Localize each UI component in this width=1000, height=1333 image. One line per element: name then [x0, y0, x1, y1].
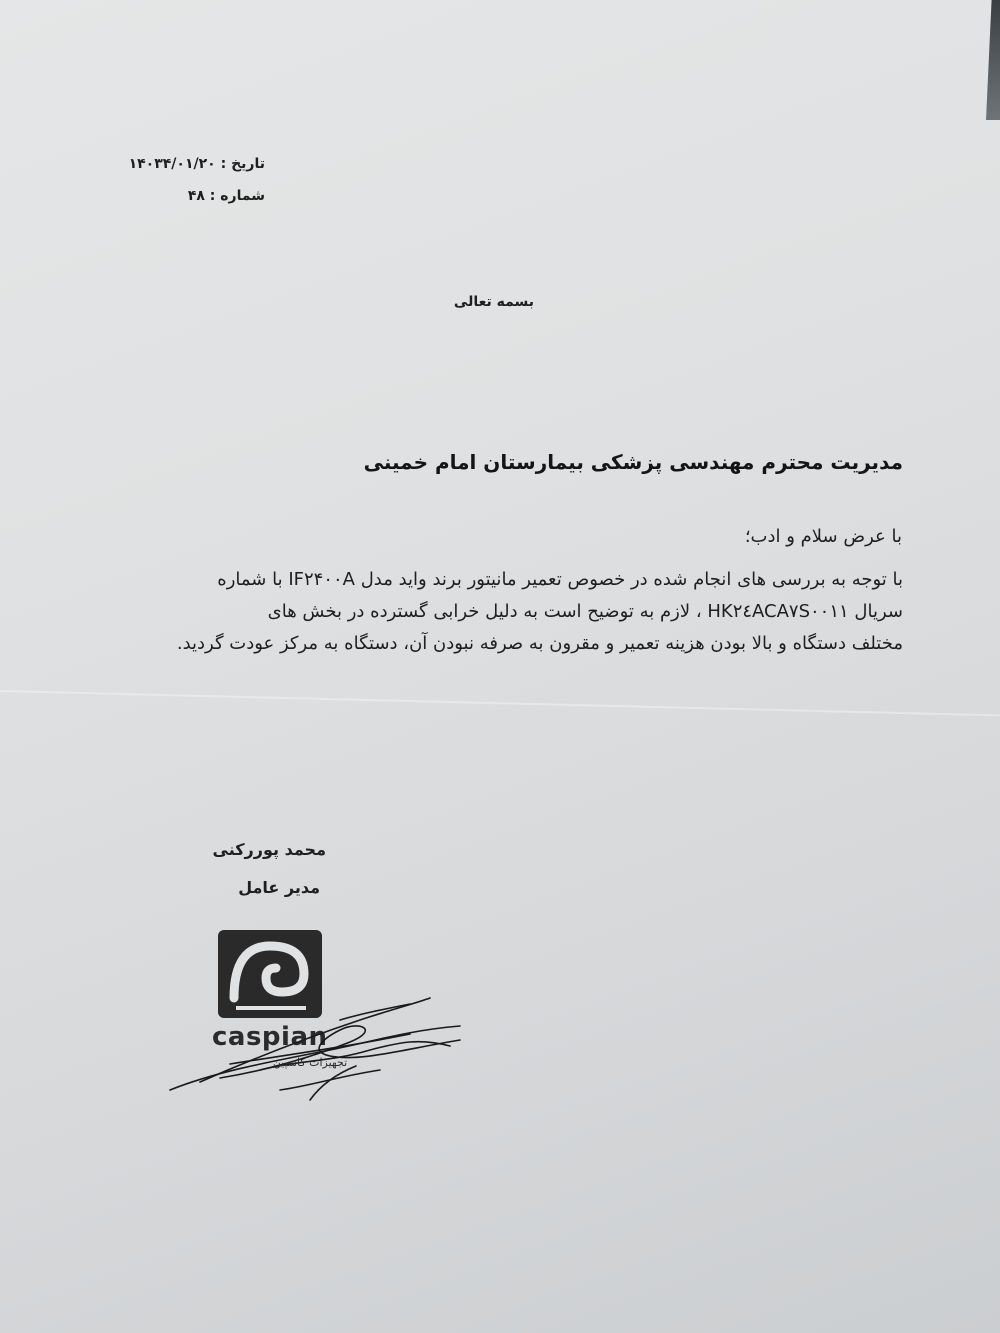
body-line: سریال HK۲٤ACA۷S۰۰۱۱ ، لازم به توضیح است به دلیل خرابی گسترده در بخش های [267, 601, 903, 622]
signatory-name: محمد پوررکنی [212, 840, 326, 859]
body-line: با توجه به بررسی های انجام شده در خصوص تعمیر مانیتور برند واید مدل IF۲۴۰۰A با شماره [217, 569, 903, 590]
stamp-brand: caspian [212, 1022, 328, 1052]
invocation: بسمه تعالی [453, 294, 534, 310]
letter-number: شماره : ۴۸ [187, 188, 265, 204]
paper-fold [0, 690, 1000, 716]
background-edge [986, 0, 1000, 120]
signatory-title: مدیر عامل [238, 878, 320, 897]
handwritten-signature [160, 990, 470, 1110]
letter-date: تاریخ : ۱۴۰۳۴/۰۱/۲۰ [128, 156, 265, 172]
letter-body [123, 564, 903, 660]
stamp-subtitle: تجهیزات کاسپین [272, 1056, 348, 1069]
body-line: مختلف دستگاه و بالا بودن هزینه تعمیر و مقرون به صرفه نبودن آن، دستگاه به مرکز عودت گردید. [176, 633, 903, 654]
recipient-line: مدیریت محترم مهندسی پزشکی بیمارستان امام خمینی [363, 450, 903, 474]
greeting: با عرض سلام و ادب؛ [744, 526, 902, 547]
